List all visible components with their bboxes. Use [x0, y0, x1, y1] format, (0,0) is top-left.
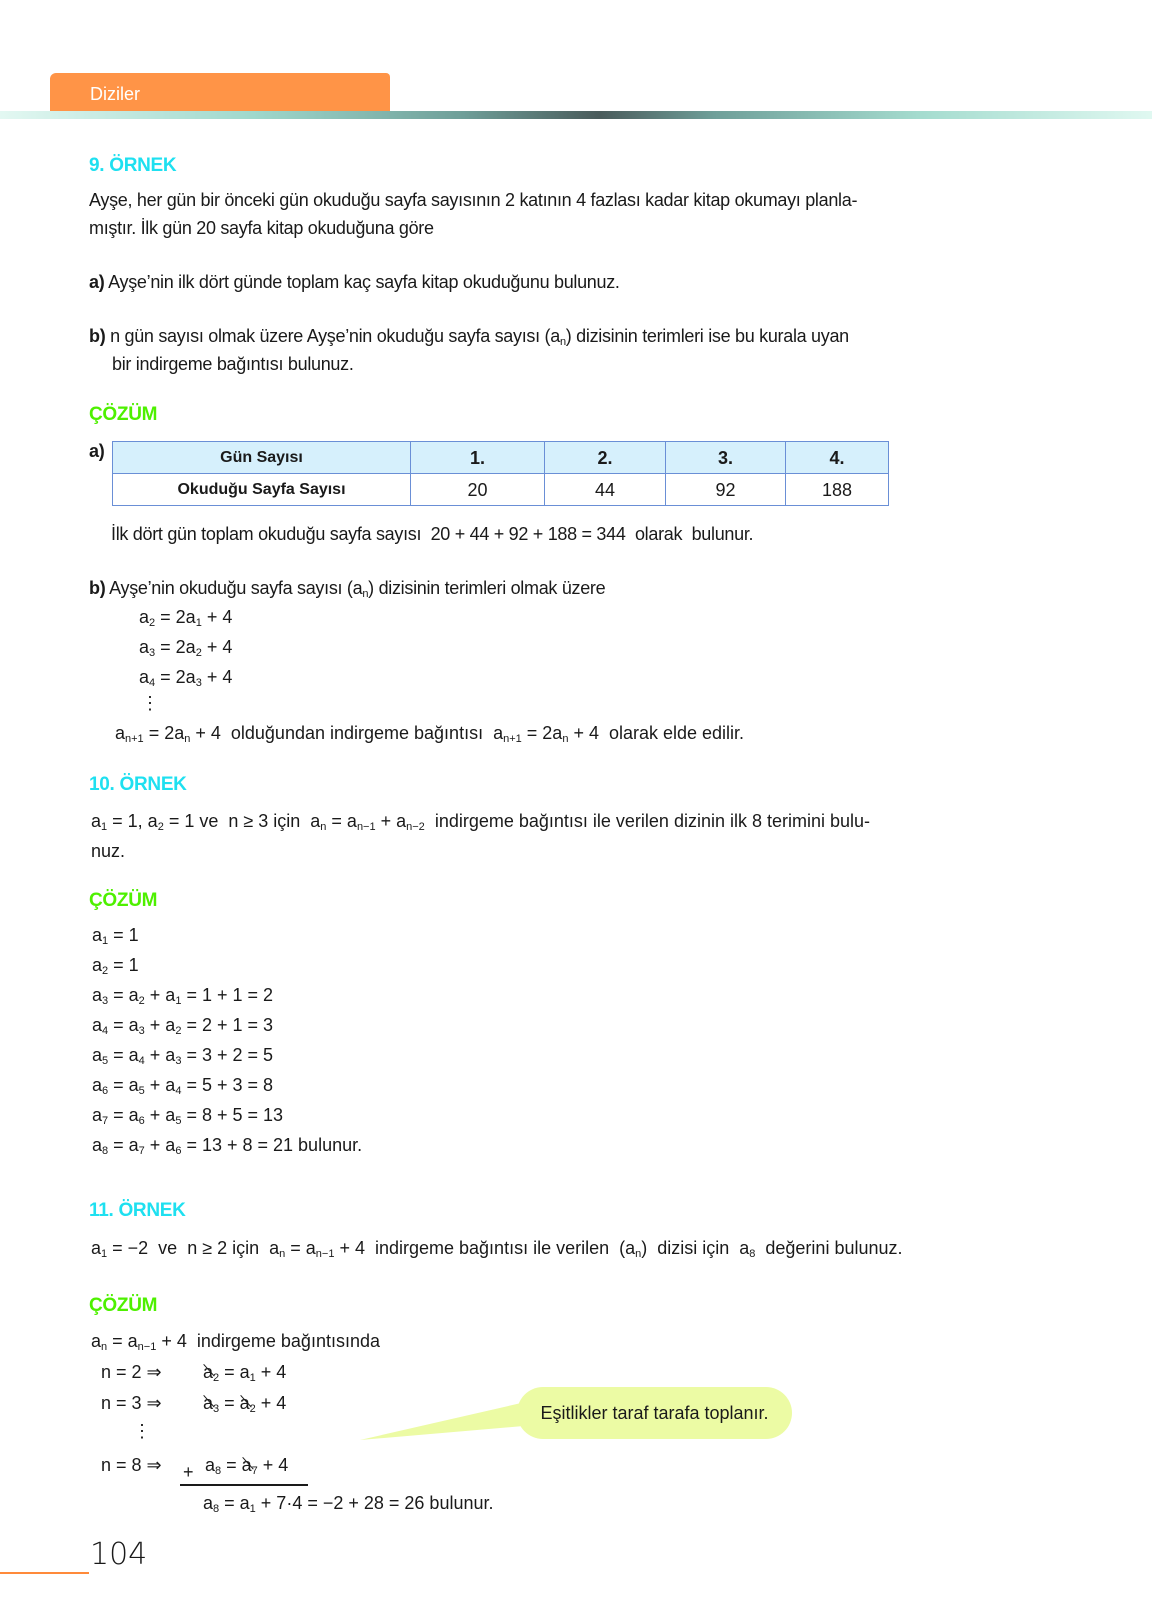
header-gradient-band: [0, 111, 1152, 119]
recurrence-conclusion: $a_{n+1} = 2a_n + 4$ olduğundan indirgeme bağıntısı $a_{n+1} = 2a_n + 4$ olarak elde edilir.: [115, 723, 745, 745]
callout-bubble: Eşitlikler taraf tarafa toplanır.: [517, 1387, 792, 1439]
table-cell-pages: 44: [545, 474, 666, 506]
term-line: $a_8 = a_7 + a_6 = 13 + 8 = 21$ bulunur.: [92, 1135, 363, 1157]
step-n2-equation: $a_2 = a_1 + 4$: [203, 1357, 286, 1387]
question-b-sub: n: [559, 336, 566, 348]
final-result: $a_8 = a_1 + 7\cdot 4 = -2 + 28 = 26$ bulunur.: [203, 1493, 494, 1515]
pages-table: [112, 441, 889, 506]
chapter-tab: [50, 73, 390, 111]
step-n3-label: n = 3 ⇒: [101, 1393, 162, 1413]
cancelled-term: $a_2$: [240, 1388, 256, 1418]
term-line: $a_6 = a_5 + a_4 = 5 + 3 = 8$: [92, 1075, 274, 1097]
example-11-title: 11. ÖRNEK: [89, 1200, 186, 1221]
example-9-text-line1: Ayşe, her gün bir önceki gün okuduğu sayfa sayısının 2 katının 4 fazlası kadar kitap okumayı planla-: [89, 190, 858, 210]
solution-b-label: b): [89, 578, 106, 598]
term-line: $a_3 = a_2 + a_1 = 1 + 1 = 2$: [92, 985, 274, 1007]
example-9-text: [89, 186, 857, 242]
example-11-solution-title: ÇÖZÜM: [89, 1295, 158, 1316]
table-cell-day: 4.: [786, 442, 889, 474]
equation-row: $a_2 = 2a_1 + 4$: [139, 607, 233, 629]
table-cell-pages: 92: [666, 474, 786, 506]
equation-row: $a_4 = 2a_3 + 4$: [139, 667, 233, 689]
example-9-text-line2: mıştır. İlk gün 20 sayfa kitap okuduğuna göre: [89, 218, 434, 238]
example-9-solution-title: ÇÖZÜM: [89, 404, 158, 425]
total-pages-sentence: İlk dört gün toplam okuduğu sayfa sayısı 20 + 44 + 92 + 188 = 344 olarak bulunur.: [111, 524, 754, 544]
question-b-label: b): [89, 326, 106, 346]
example-10-question: $a_1 = 1$, $a_2 = 1$ ve n ≥ 3 için $a_n = a_{n-1} + a_{n-2}$ indirgeme bağıntısı ile verilen dizinin ilk 8 terimini bulu-: [91, 811, 871, 833]
solution-b-text: Ayşe’nin okuduğu sayfa sayısı (a: [109, 578, 363, 598]
step-n8-label: n = 8 ⇒: [101, 1455, 162, 1475]
term-line: $a_5 = a_4 + a_3 = 3 + 2 = 5$: [92, 1045, 274, 1067]
table-cell-pages: 20: [411, 474, 545, 506]
footer-line: [0, 1572, 89, 1574]
solution-b-text-end: ) dizisinin terimleri olmak üzere: [368, 578, 606, 598]
table-header-pages-read: Okuduğu Sayfa Sayısı: [113, 474, 411, 506]
solution-b-intro: [89, 574, 605, 602]
question-a-text: Ayşe’nin ilk dört günde toplam kaç sayfa kitap okuduğunu bulunuz.: [108, 272, 620, 292]
table-cell-pages: 188: [786, 474, 889, 506]
example-9-title: 9. ÖRNEK: [89, 155, 177, 176]
example-9-question-a: [89, 268, 620, 296]
example-11-intro: $a_n = a_{n-1} + 4$ indirgeme bağıntısında: [91, 1331, 380, 1353]
example-10-title: 10. ÖRNEK: [89, 774, 187, 795]
example-10-question-line2: nuz.: [91, 841, 126, 861]
table-cell-day: 3.: [666, 442, 786, 474]
table-row-days: [113, 442, 889, 474]
cancelled-term: $a_2$: [203, 1357, 219, 1387]
sum-line: [180, 1484, 308, 1486]
question-a-label: a): [89, 272, 105, 292]
example-11-question: $a_1 = -2$ ve n ≥ 2 için $a_n = a_{n-1} + 4$ indirgeme bağıntısı ile verilen $(a_n)$ dizisi için $a_8$ değerini bulunuz.: [91, 1238, 903, 1260]
example-9-question-b: [89, 322, 849, 378]
term-line: $a_4 = a_3 + a_2 = 2 + 1 = 3$: [92, 1015, 274, 1037]
solution-b-sub: n: [362, 588, 369, 600]
term-line: $a_7 = a_6 + a_5 = 8 + 5 = 13$: [92, 1105, 284, 1127]
table-cell-day: 2.: [545, 442, 666, 474]
table-row-pages: [113, 474, 889, 506]
vertical-ellipsis: ⋮: [141, 693, 159, 713]
table-cell-day: 1.: [411, 442, 545, 474]
term-line: $a_1 = 1$: [92, 925, 139, 947]
step-n2-label: n = 2 ⇒: [101, 1362, 162, 1382]
vertical-ellipsis: ⋮: [133, 1421, 151, 1441]
chapter-tab-label: Diziler: [90, 84, 141, 104]
question-b-text-line2: bir indirgeme bağıntısı bulunuz.: [112, 354, 354, 374]
plus-sign: +: [183, 1462, 194, 1482]
question-b-text: n gün sayısı olmak üzere Ayşe’nin okuduğu sayfa sayısı (a: [110, 326, 560, 346]
step-n8-equation: $a_8 = a_7 + 4$: [205, 1450, 288, 1480]
solution-a-label: a): [89, 441, 105, 461]
step-n3-equation: $a_3 = a_2 + 4$: [203, 1388, 286, 1418]
callout-pointer: [360, 1395, 540, 1445]
question-b-text-end: ) dizisinin terimleri ise bu kurala uyan: [565, 326, 849, 346]
cancelled-term: $a_7$: [242, 1450, 258, 1480]
term-line: $a_2 = 1$: [92, 955, 139, 977]
equation-row: $a_3 = 2a_2 + 4$: [139, 637, 233, 659]
fibonacci-terms: [92, 920, 362, 1160]
cancelled-term: $a_3$: [203, 1388, 219, 1418]
page-number: 104: [90, 1537, 148, 1572]
table-header-day-count: Gün Sayısı: [113, 442, 411, 474]
example-10-solution-title: ÇÖZÜM: [89, 890, 158, 911]
